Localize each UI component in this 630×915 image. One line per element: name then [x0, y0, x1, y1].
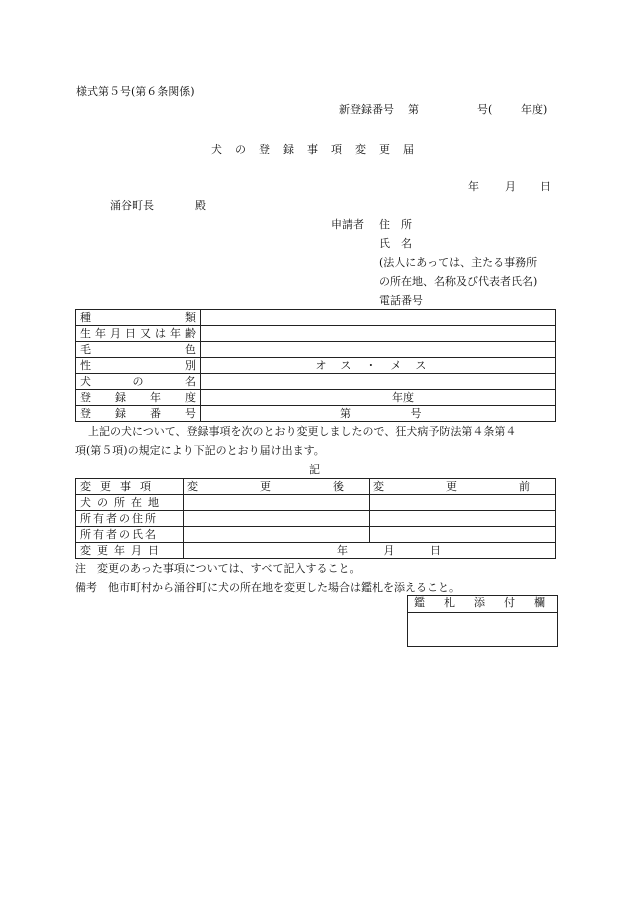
- change-row-owner-name: [76, 527, 184, 543]
- registration-year-label: [80, 392, 196, 403]
- label-char: 号: [185, 407, 196, 420]
- label-char: 日: [125, 327, 136, 340]
- dog-location-before[interactable]: [370, 495, 556, 511]
- label-char: 録: [115, 407, 126, 420]
- label-char: 名: [185, 375, 196, 388]
- label-char: 登: [80, 391, 91, 404]
- change-before-text: 変更前: [373, 480, 592, 493]
- dog-name-value[interactable]: [201, 374, 556, 390]
- remark-text: 備考 他市町村から涌谷町に犬の所在地を変更した場合は鑑札を添えること。: [75, 581, 460, 594]
- birthdate-value[interactable]: [201, 326, 556, 342]
- registration-number-label: [80, 408, 196, 419]
- note-text: 注 変更のあった事項については、すべて記入すること。: [75, 562, 361, 575]
- dog-info-table: [75, 309, 556, 422]
- new-registration-nendo: 年度): [521, 103, 548, 116]
- recipient-mayor: 涌谷町長: [110, 199, 154, 212]
- coat-color-label: [80, 344, 196, 355]
- row-label-registration-number: [76, 406, 201, 422]
- change-row-owner-address: [76, 511, 184, 527]
- change-date-value[interactable]: [184, 543, 556, 559]
- label-char: 性: [80, 359, 91, 372]
- applicant-corp-note-2: の所在地、名称及び代表者氏名): [379, 275, 538, 288]
- change-date-month: 月: [383, 544, 395, 557]
- table-row: [76, 511, 556, 527]
- table-row: [76, 527, 556, 543]
- table-row: [76, 342, 556, 358]
- date-month: 月: [505, 180, 516, 193]
- table-row: [76, 406, 556, 422]
- tag-box-label: 鑑札添付欄: [414, 596, 564, 609]
- change-date-label-text: 変更年月日: [80, 544, 165, 557]
- row-label-coat-color: [76, 342, 201, 358]
- date-day: 日: [540, 180, 551, 193]
- table-row: [76, 326, 556, 342]
- owner-address-after[interactable]: [184, 511, 370, 527]
- applicant-address-label: 住 所: [379, 218, 412, 231]
- label-char: 度: [185, 391, 196, 404]
- change-date-label: [76, 543, 184, 559]
- label-char: 犬: [80, 375, 91, 388]
- recipient-honorific: 殿: [195, 199, 206, 212]
- table-row: [76, 479, 556, 495]
- owner-name-before[interactable]: [370, 527, 556, 543]
- change-before-header: [370, 479, 592, 495]
- label-char: は: [155, 327, 166, 340]
- row-label-breed: [76, 310, 201, 326]
- row-label-dog-name: [76, 374, 201, 390]
- label-char: 年: [95, 327, 106, 340]
- table-row: [76, 543, 556, 559]
- label-char: 別: [185, 359, 196, 372]
- table-row: [76, 374, 556, 390]
- label-char: 齢: [185, 327, 196, 340]
- label-char: 年: [150, 391, 161, 404]
- label-char: 生: [80, 327, 91, 340]
- page-title: 犬の登録事項変更届: [211, 143, 427, 156]
- change-header-label-text: 変更事項: [80, 480, 160, 493]
- ki-heading: 記: [309, 463, 320, 476]
- dog-location-after[interactable]: [184, 495, 370, 511]
- change-after-text: 変更後: [187, 480, 406, 493]
- change-date-year: 年: [337, 544, 348, 557]
- row-label-sex: [76, 358, 201, 374]
- tag-attachment-box: [407, 595, 564, 647]
- statement-line-2: 項(第５項)の規定により下記のとおり届け出ます。: [75, 444, 325, 457]
- breed-label: [80, 312, 196, 323]
- change-header-label: [76, 479, 184, 495]
- change-row-dog-location: [76, 495, 184, 511]
- registration-year-value[interactable]: [201, 390, 556, 406]
- owner-name-after[interactable]: [184, 527, 370, 543]
- table-row: [76, 495, 556, 511]
- label-char: 月: [110, 327, 121, 340]
- table-row: [76, 310, 556, 326]
- row-label-birthdate: [76, 326, 201, 342]
- label-char: 番: [150, 407, 161, 420]
- dog-name-label: [80, 376, 196, 387]
- change-date-day: 日: [430, 544, 441, 557]
- change-row-dog-location-text: 犬の所在地: [80, 496, 165, 509]
- applicant-label: 申請者: [331, 218, 364, 231]
- form-number: 様式第５号(第６条関係): [76, 85, 195, 98]
- new-registration-label: 新登録番号: [339, 103, 394, 116]
- registration-number-go: 号: [410, 407, 422, 420]
- label-char: 毛: [80, 343, 91, 356]
- label-char: 登: [80, 407, 91, 420]
- new-registration-dai: 第: [408, 103, 419, 116]
- registration-number-dai: 第: [340, 407, 351, 420]
- statement-line-1: 上記の犬について、登録事項を次のとおり変更しましたので、狂犬病予防法第４条第４: [88, 425, 517, 438]
- change-table: [75, 478, 592, 559]
- new-registration-go: 号(: [477, 103, 493, 116]
- sex-options: オス・メス: [315, 359, 441, 372]
- label-char: 種: [80, 311, 91, 324]
- label-char: 又: [140, 327, 151, 340]
- sex-value[interactable]: [201, 358, 556, 374]
- tag-box-area[interactable]: [408, 613, 557, 647]
- label-char: 類: [185, 311, 196, 324]
- label-char: 年: [170, 327, 181, 340]
- registration-number-value[interactable]: [201, 406, 556, 422]
- owner-address-before[interactable]: [370, 511, 556, 527]
- registration-year-unit: 年度: [392, 391, 414, 404]
- table-row: [76, 358, 556, 374]
- date-year: 年: [468, 180, 479, 193]
- row-label-registration-year: [76, 390, 201, 406]
- coat-color-value[interactable]: [201, 342, 556, 358]
- breed-value[interactable]: [201, 310, 556, 326]
- label-char: 録: [115, 391, 126, 404]
- sex-label: [80, 360, 196, 371]
- birthdate-label: [80, 328, 196, 339]
- label-char: 色: [185, 343, 196, 356]
- change-row-owner-name-text: 所有者の氏名: [80, 528, 158, 541]
- tag-box-header: [408, 596, 564, 613]
- change-row-owner-address-text: 所有者の住所: [80, 512, 158, 525]
- applicant-name-label: 氏 名: [379, 237, 412, 250]
- applicant-phone-label: 電話番号: [379, 294, 423, 307]
- applicant-corp-note-1: (法人にあっては、主たる事務所: [379, 256, 538, 269]
- label-char: の: [132, 375, 144, 388]
- table-row: [76, 390, 556, 406]
- change-after-header: [184, 479, 406, 495]
